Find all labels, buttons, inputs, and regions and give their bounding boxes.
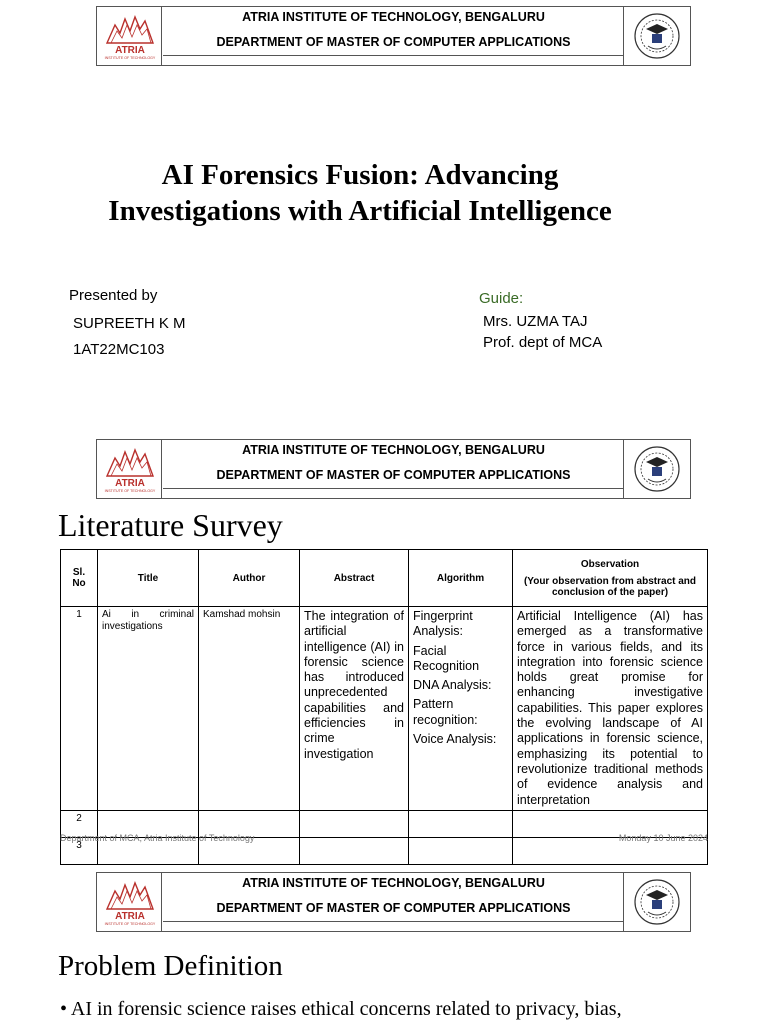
institute-name: ATRIA INSTITUTE OF TECHNOLOGY, BENGALURU [242,876,545,890]
footer-left: Department of MCA, Atria Institute of Technology [60,833,255,843]
department-name: DEPARTMENT OF MASTER OF COMPUTER APPLICATIONS [216,901,571,915]
svg-text:ATRIA: ATRIA [115,911,145,922]
algorithm-item: DNA Analysis: [413,678,492,693]
guide-label: Guide: [479,290,524,307]
observation-note: (Your observation from abstract and conclusion of the paper) [523,575,697,598]
cell-algorithm [409,607,513,811]
cell-slno: 2 [61,810,98,837]
algorithm-item: Fingerprint Analysis: [413,609,473,639]
department-name: DEPARTMENT OF MASTER OF COMPUTER APPLICATIONS [216,468,571,482]
header-rule [163,488,624,489]
atria-logo-icon [101,11,159,61]
header-divider [623,440,624,498]
algorithm-item: Voice Analysis: [413,732,497,747]
header-observation: Observation (Your observation from abstract and conclusion of the paper) [513,550,708,607]
footer-date: Monday 10 June 2024 [618,833,708,843]
university-seal-icon [630,443,684,495]
university-seal-icon [630,876,684,928]
slide-header [96,6,691,66]
cell-slno: 3 [61,837,98,864]
guide-name: Mrs. UZMA TAJ [483,313,588,330]
header-divider [623,7,624,65]
header-divider [161,873,162,931]
department-name: DEPARTMENT OF MASTER OF COMPUTER APPLICATIONS [216,35,571,49]
svg-text:INSTITUTE OF TECHNOLOGY: INSTITUTE OF TECHNOLOGY [104,56,156,60]
header-algorithm: Algorithm [409,550,513,607]
presenter-name: SUPREETH K M [73,315,186,332]
title-line-2: Investigations with Artificial Intelligence [108,195,612,227]
svg-text:INSTITUTE OF TECHNOLOGY: INSTITUTE OF TECHNOLOGY [104,922,156,926]
header-divider [161,440,162,498]
cell-author: Kamshad mohsin [199,607,300,811]
atria-logo-icon [101,444,159,494]
table-row [61,607,708,811]
presenter-usn: 1AT22MC103 [73,341,165,358]
cell-slno: 1 [61,607,98,811]
title-line-1: AI Forensics Fusion: Advancing [161,159,559,191]
slide-literature-survey [0,433,768,866]
header-title: Title [98,550,199,607]
svg-text:ATRIA: ATRIA [115,478,145,489]
cell-abstract: The integration of artificial intelligence (AI) in forensic science has introduced unprecedented capabilities and efficiencies in crime investigation [300,607,409,811]
header-slno: Sl. No [61,550,98,607]
presented-by-label: Presented by [69,287,158,304]
header-author: Author [199,550,300,607]
slide-problem-definition [0,866,768,1024]
cell-title: Ai in criminal investigations [98,607,199,811]
header-divider [161,7,162,65]
slide-title [0,0,768,433]
university-seal-icon [630,10,684,62]
algorithm-item: Pattern recognition: [413,697,478,727]
header-rule [163,921,624,922]
institute-name: ATRIA INSTITUTE OF TECHNOLOGY, BENGALURU [242,10,545,24]
atria-logo-icon [101,877,159,927]
table-header-row [61,550,708,607]
slide-header [96,439,691,499]
literature-table [60,549,708,865]
header-rule [163,55,624,56]
slide-header [96,872,691,932]
header-divider [623,873,624,931]
svg-text:ATRIA: ATRIA [115,45,145,56]
algorithm-item: Facial Recognition [413,643,480,673]
institute-name: ATRIA INSTITUTE OF TECHNOLOGY, BENGALURU [242,443,545,457]
cell-observation: Artificial Intelligence (AI) has emerged as a transformative force in various fields, and its integration into forensic science holds great promise for enhancing investigative capabilities. This paper explores the evolving landscape of AI applications in forensic science, emphasizing its potential to revolutionize traditional methods of evidence analysis and interpretation [513,607,708,811]
header-abstract: Abstract [300,550,409,607]
presentation-title [40,157,680,229]
svg-text:INSTITUTE OF TECHNOLOGY: INSTITUTE OF TECHNOLOGY [104,489,156,493]
guide-designation: Prof. dept of MCA [483,334,603,351]
bullet-item: • AI in forensic science raises ethical concerns related to privacy, bias, [60,998,622,1020]
section-title: Literature Survey [58,507,283,543]
section-title: Problem Definition [58,950,283,982]
